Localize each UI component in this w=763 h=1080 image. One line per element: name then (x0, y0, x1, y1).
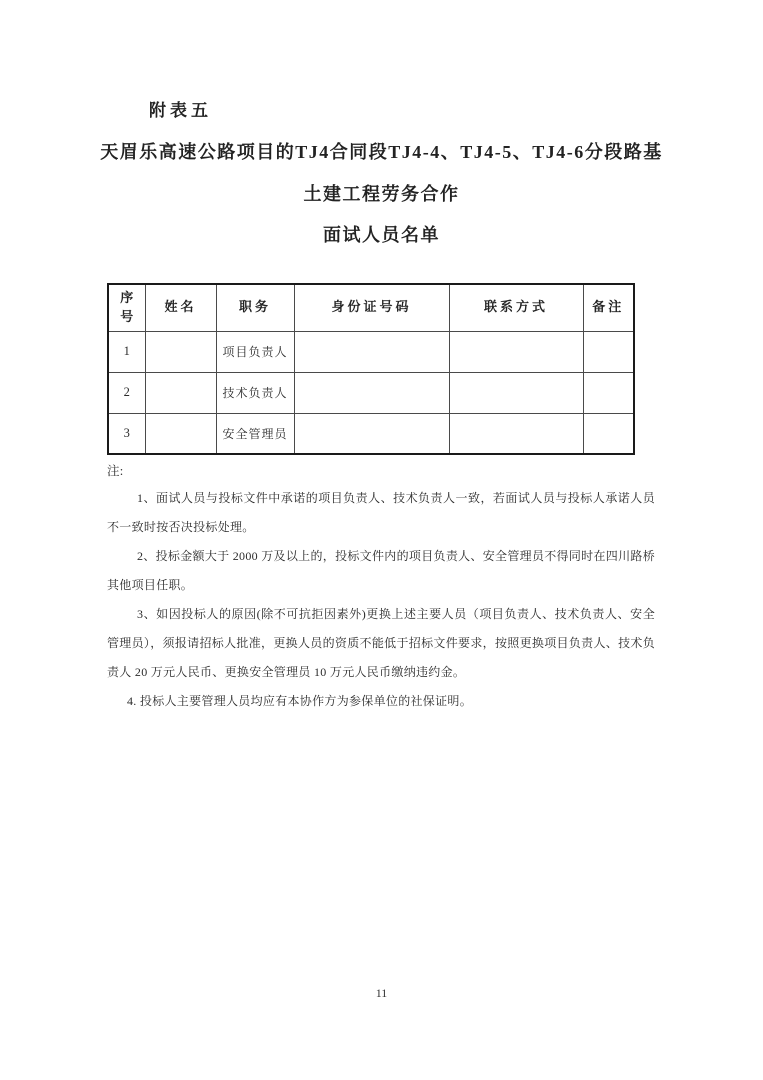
column-header-remark: 备注 (583, 284, 634, 331)
cell-position: 项目负责人 (216, 331, 294, 372)
cell-name (145, 372, 216, 413)
column-header-position: 职务 (216, 284, 294, 331)
interview-personnel-table (107, 283, 635, 455)
cell-contact (449, 331, 583, 372)
cell-seq: 3 (108, 413, 145, 454)
document-title-line-2: 土建工程劳务合作 (303, 184, 460, 204)
cell-remark (583, 372, 634, 413)
cell-id-number (294, 331, 449, 372)
cell-remark (583, 331, 634, 372)
note-item-2: 2、投标金额大于 2000 万及以上的，投标文件内的项目负责人、安全管理员不得同时在四川路桥其他项目任职。 (107, 549, 655, 592)
cell-id-number (294, 413, 449, 454)
cell-name (145, 413, 216, 454)
table-row (108, 413, 634, 454)
table-row (108, 372, 634, 413)
column-header-name: 姓名 (145, 284, 216, 331)
note-item-3: 3、如因投标人的原因(除不可抗拒因素外)更换上述主要人员（项目负责人、技术负责人、安全管理员），须报请招标人批准，更换人员的资质不能低于招标文件要求，按照更换项目负责人、技术负责人 20 万元人民币、更换安全管理员 10 万元人民币缴纳违约金。 (107, 607, 655, 679)
cell-remark (583, 413, 634, 454)
cell-seq: 1 (108, 331, 145, 372)
cell-id-number (294, 372, 449, 413)
cell-name (145, 331, 216, 372)
note-item-4: 4. 投标人主要管理人员均应有本协作方为参保单位的社保证明。 (127, 694, 473, 708)
document-title-line-1: 天眉乐高速公路项目的TJ4合同段TJ4-4、TJ4-5、TJ4-6分段路基 (100, 142, 663, 162)
cell-seq: 2 (108, 372, 145, 413)
note-item-1: 1、面试人员与投标文件中承诺的项目负责人、技术负责人一致，若面试人员与投标人承诺人员不一致时按否决投标处理。 (107, 491, 655, 534)
cell-contact (449, 413, 583, 454)
notes-section (107, 458, 655, 716)
column-header-id-number: 身份证号码 (294, 284, 449, 331)
appendix-label: 附表五 (149, 101, 212, 120)
table-row (108, 331, 634, 372)
page-number: 11 (375, 986, 388, 1000)
column-header-seq: 序号 (108, 284, 145, 331)
cell-position: 技术负责人 (216, 372, 294, 413)
column-header-contact: 联系方式 (449, 284, 583, 331)
table-header-row (108, 284, 634, 331)
cell-position: 安全管理员 (216, 413, 294, 454)
cell-contact (449, 372, 583, 413)
document-title-line-3: 面试人员名单 (323, 225, 440, 245)
notes-label: 注: (107, 464, 124, 478)
